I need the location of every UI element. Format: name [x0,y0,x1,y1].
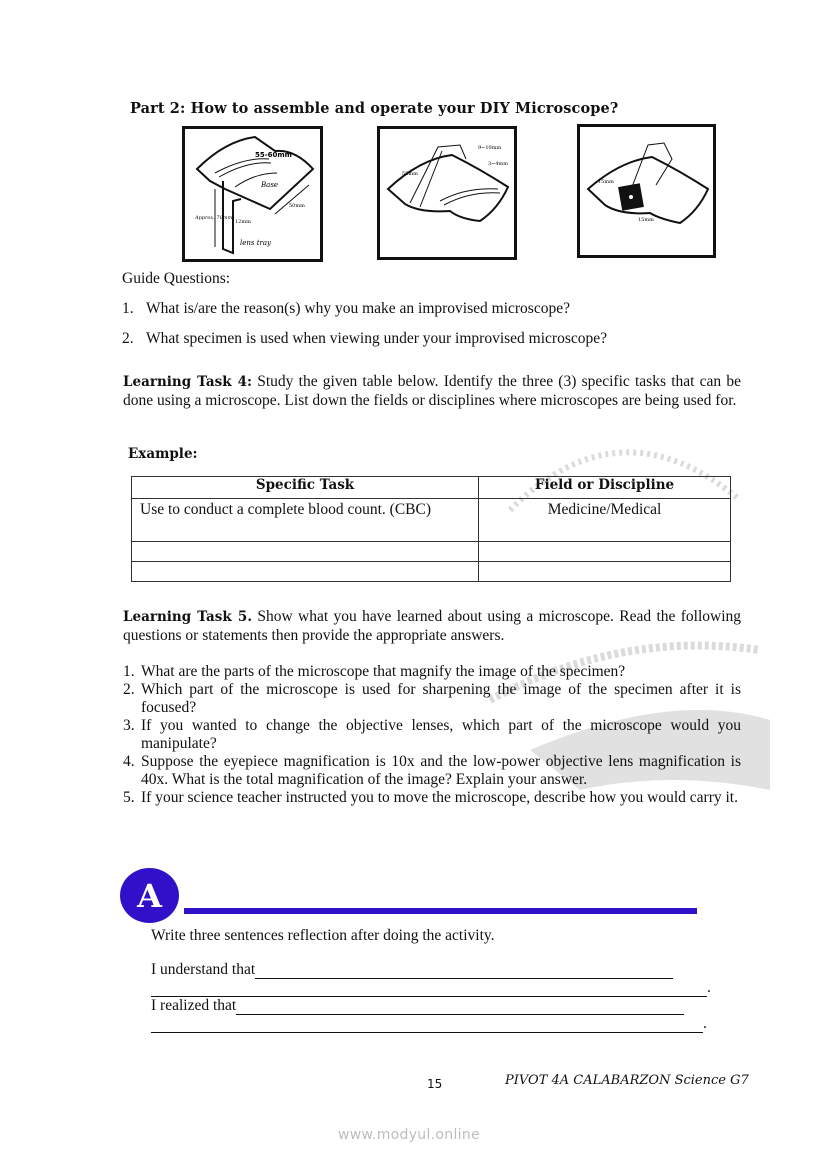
section-divider [184,908,697,914]
svg-text:15mm: 15mm [638,217,654,223]
footer-title: PIVOT 4A CALABARZON Science G7 [505,1073,749,1088]
task5-question-2: 2. Which part of the microscope is used for sharpening the image of the specimen after it is focused? [123,681,741,716]
svg-text:12mm: 12mm [235,219,251,225]
microscope-assembled-diagram [580,127,713,255]
part2-title: Part 2: How to assemble and operate your DIY Microscope? [130,100,619,117]
header-field-discipline: Field or Discipline [479,477,731,499]
table-row [132,499,731,542]
svg-text:50mm: 50mm [289,203,305,209]
svg-text:Base: Base [261,181,279,189]
task5-question-1: 1. What are the parts of the microscope that magnify the image of the specimen? [123,663,626,680]
table-cell-task-input[interactable] [132,542,479,562]
assimilation-badge-icon: A [120,868,179,923]
reflection-line-realized: I realized that [151,997,684,1015]
table-cell-task: Use to conduct a complete blood count. (CBC) [132,499,479,542]
svg-text:15mm: 15mm [598,179,614,185]
microscope-base-diagram [185,129,320,259]
reflection-line-understand-cont: . [151,979,711,997]
guide-question-1: 1. What is/are the reason(s) why you make an improvised microscope? [122,300,570,317]
task4-instructions: Study the given table below. Identify the three (3) specific tasks that can be done using a microscope. List down the fields or disciplines where microscopes are being used for. [123,373,741,409]
learning-task-5 [123,608,741,645]
example-label: Example: [128,446,198,462]
svg-text:9~10mm: 9~10mm [478,145,502,151]
table-cell-field: Medicine/Medical [479,499,731,542]
svg-text:55-60mm: 55-60mm [255,151,292,159]
table-header-row [132,477,731,499]
svg-text:lens tray: lens tray [240,239,271,247]
table-row-blank[interactable] [132,542,731,562]
figure-specimen-slot [577,124,716,258]
answer-blank[interactable] [151,1018,703,1033]
reflection-line-understand: I understand that [151,961,673,979]
guide-question-2: 2. What specimen is used when viewing under your improvised microscope? [122,330,608,347]
task5-question-list [123,663,741,807]
header-specific-task: Specific Task [132,477,479,499]
task5-question-3: 3. If you wanted to change the objective lenses, which part of the microscope would you manipulate? [123,717,741,752]
table-row-blank[interactable] [132,562,731,582]
reflection-line-realized-cont: . [151,1015,707,1033]
task5-instructions: Show what you have learned about using a microscope. Read the following questions or statements then provide the appropriate answers. [123,608,741,644]
svg-text:Approx. 70mm: Approx. 70mm [195,215,233,221]
microscope-fold-diagram [380,129,514,257]
figure-lens-holder [377,126,517,260]
answer-blank[interactable] [151,982,707,997]
answer-blank[interactable] [236,1000,684,1015]
guide-questions-title: Guide Questions: [122,270,231,287]
svg-text:55mm: 55mm [402,171,418,177]
learning-task-4 [123,373,741,410]
figure-base-lens-tray [182,126,323,262]
reflection-instructions: Write three sentences reflection after doing the activity. [151,927,495,944]
task4-label: Learning Task 4: [123,374,253,390]
task5-question-4: 4. Suppose the eyepiece magnification is 10x and the low-power objective lens magnification is 40x. What is the total magnification of the image? Explain your answer. [123,753,741,788]
table-cell-field-input[interactable] [479,542,731,562]
watermark-url: www.modyul.online [338,1127,480,1143]
svg-text:3~4mm: 3~4mm [488,161,509,167]
task5-label: Learning Task 5. [123,609,253,625]
task4-table [131,476,731,582]
table-cell-field-input[interactable] [479,562,731,582]
table-cell-task-input[interactable] [132,562,479,582]
answer-blank[interactable] [255,964,673,979]
page-number: 15 [427,1077,443,1091]
task5-question-5: 5. If your science teacher instructed you to move the microscope, describe how you would carry it. [123,789,738,806]
